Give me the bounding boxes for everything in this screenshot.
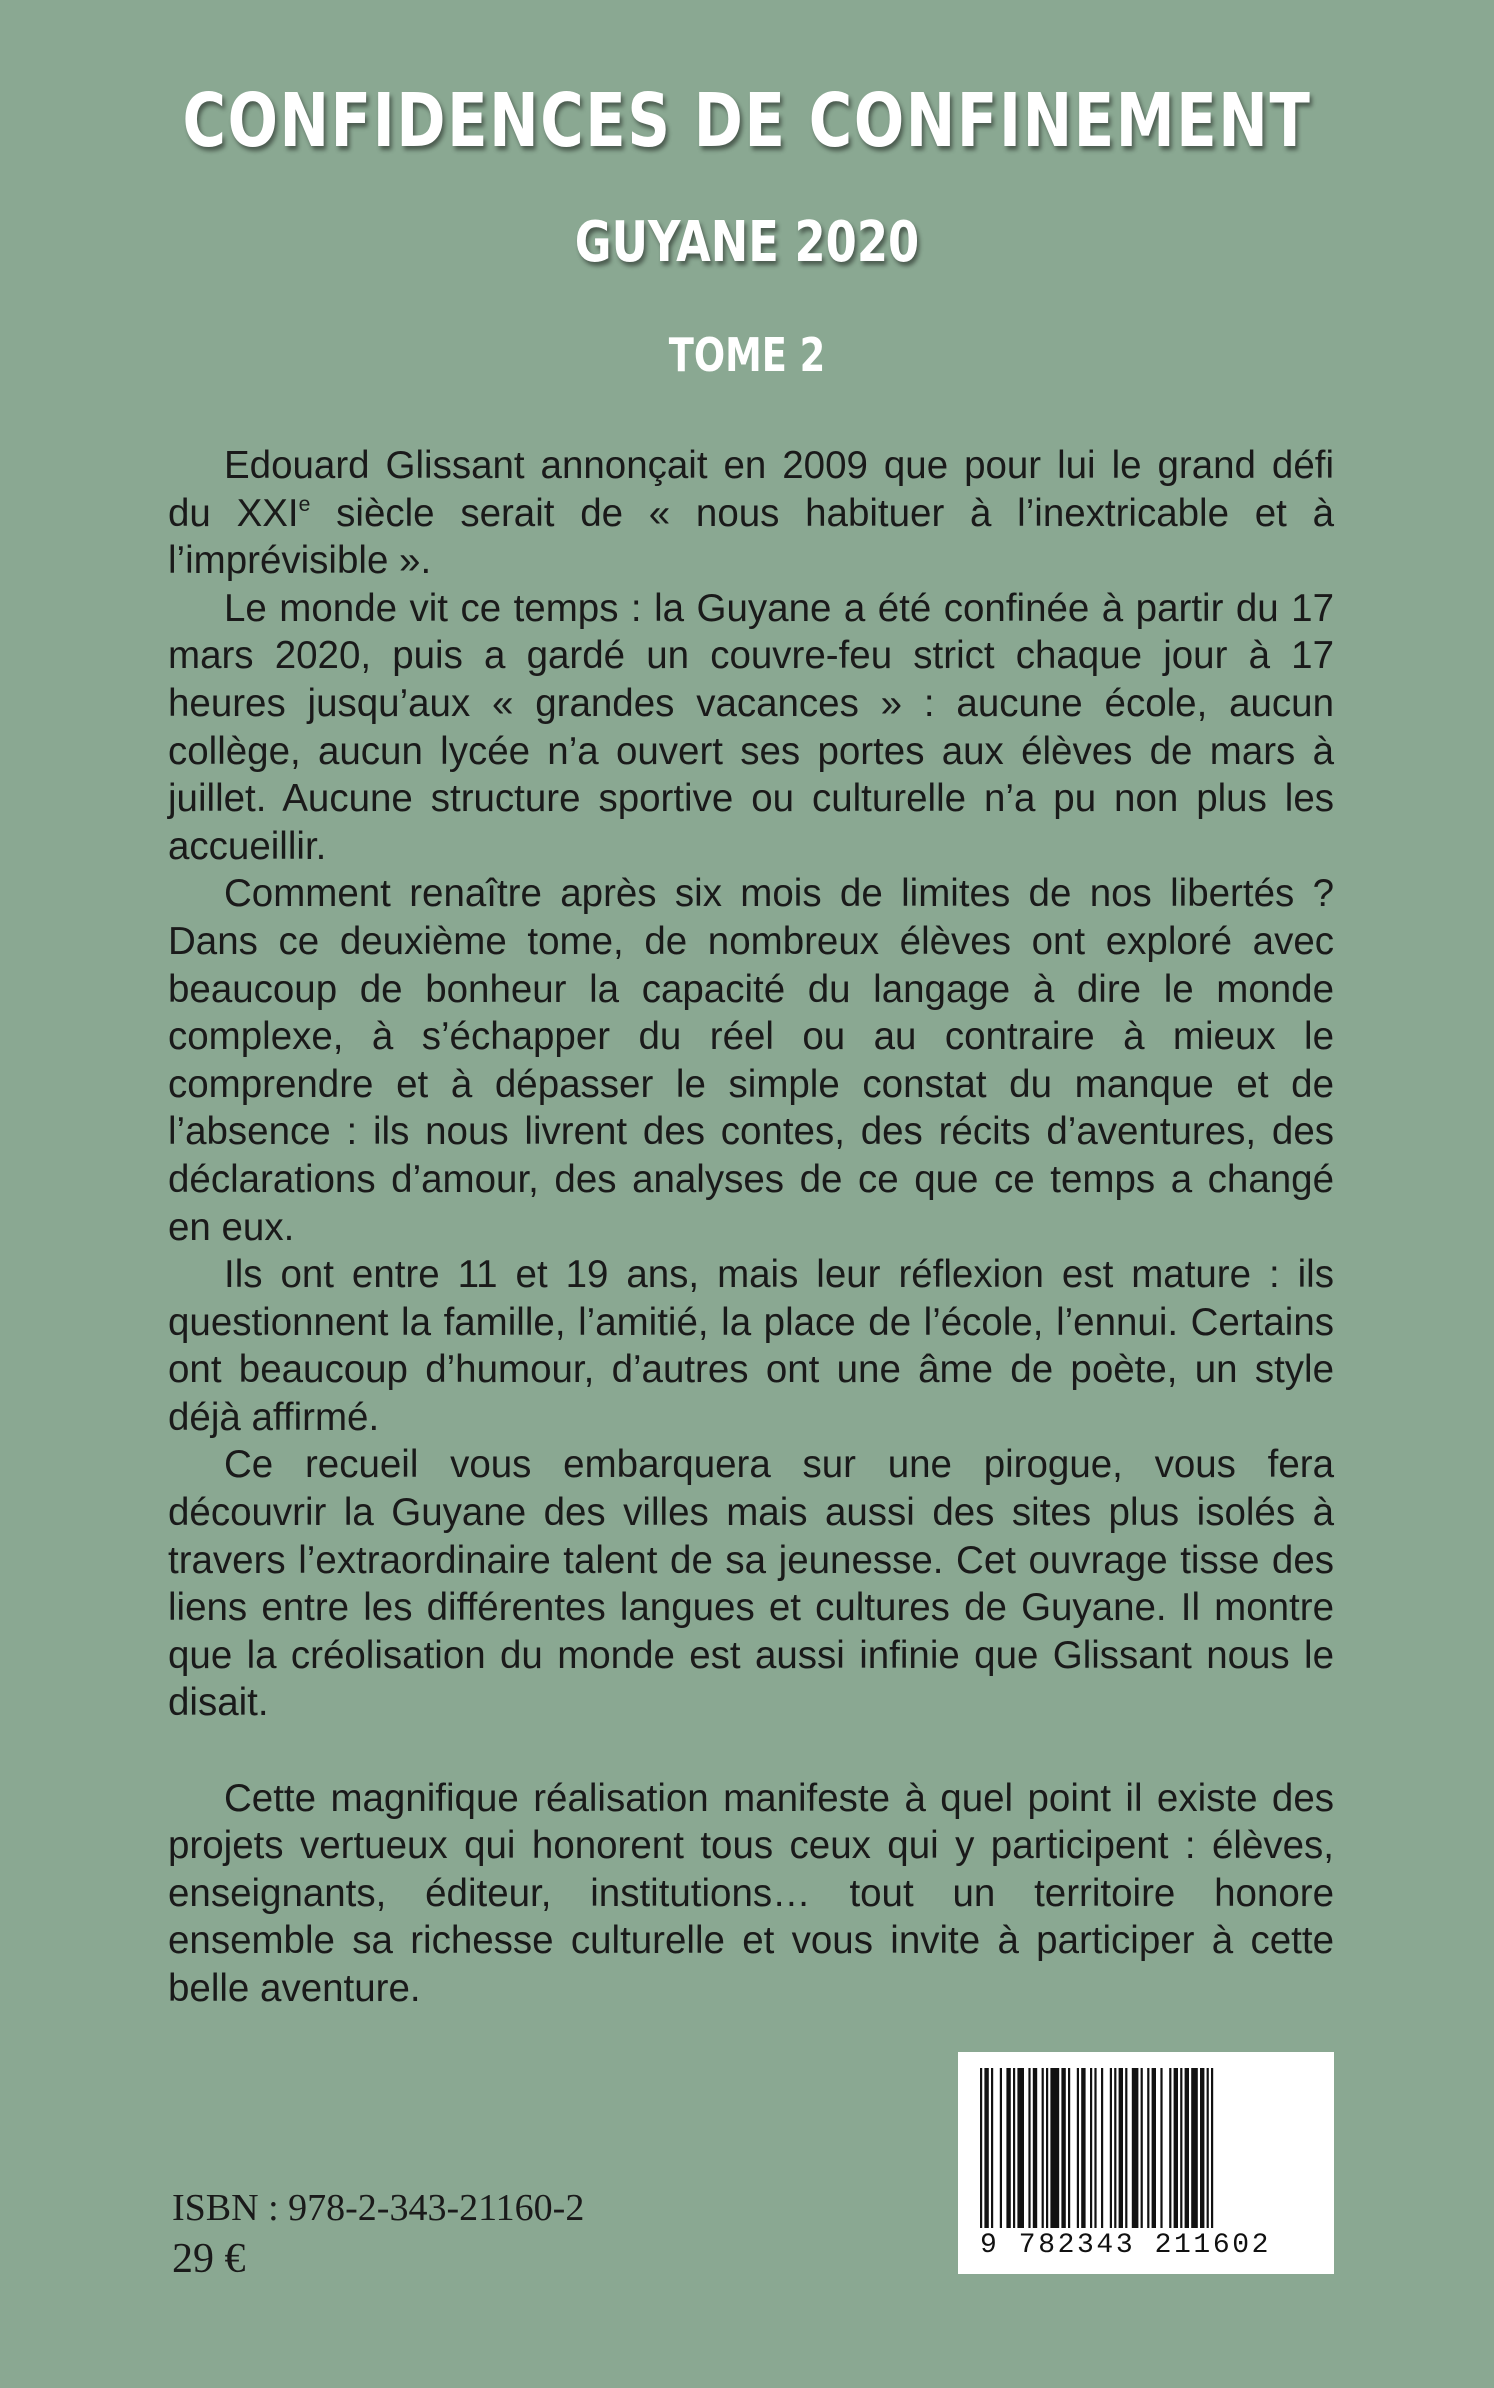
barcode-bar	[1050, 2068, 1059, 2228]
price: 29 €	[172, 2236, 246, 2282]
barcode	[958, 2052, 1334, 2274]
barcode-bar	[1101, 2068, 1103, 2228]
barcode-bar	[991, 2068, 993, 2228]
barcode-bar	[1132, 2068, 1139, 2228]
barcode-bar	[1061, 2068, 1065, 2228]
barcode-bar	[1180, 2068, 1182, 2228]
barcode-bar	[1028, 2068, 1030, 2228]
barcode-bar	[1042, 2068, 1044, 2228]
barcode-bar	[1094, 2068, 1096, 2228]
barcode-bar	[1147, 2068, 1149, 2228]
barcode-bar	[1160, 2068, 1162, 2228]
barcode-bar	[980, 2068, 982, 2228]
barcode-bar	[1200, 2068, 1204, 2228]
barcode-bar	[1006, 2068, 1010, 2228]
barcode-bar	[1191, 2068, 1198, 2228]
barcode-bar	[1013, 2068, 1015, 2228]
blurb-paragraph-3: Comment renaître après six mois de limites de nos libertés ? Dans ce deuxième tome, de nombreux élèves ont exploré avec beaucoup de bonheur la capacité du langage à dire le monde complexe, à s’échapper du réel ou au contraire à mieux le comprendre et à dépasser le simple constat du manque et de l’absence : ils nous livrent des contes, des récits d’aventures, des déclarations d’amour, des analyses de ce que ce temps a changé en eux.	[168, 872, 1334, 1249]
blurb-paragraph-2: Le monde vit ce temps : la Guyane a été confinée à partir du 17 mars 2020, puis a gardé un couvre-feu strict chaque jour à 17 heures jusqu’aux « grandes vacances » : aucune école, aucun collège, aucun lycée n’a ouvert ses portes aux élèves de mars à juillet. Aucune structure sportive ou culturelle n’a pu non plus les accueillir.	[168, 586, 1334, 868]
barcode-bar	[1110, 2068, 1112, 2228]
barcode-bar	[1211, 2068, 1213, 2228]
barcode-bar	[1114, 2068, 1116, 2228]
barcode-bar	[1081, 2068, 1085, 2228]
barcode-bar	[1000, 2068, 1002, 2228]
book-subtitle: GUYANE 2020	[574, 210, 920, 275]
barcode-bar	[1125, 2068, 1127, 2228]
blurb-paragraph-5: Ce recueil vous embarquera sur une pirogue, vous fera découvrir la Guyane des villes mais aussi des sites plus isolés à travers l’extraordinaire talent de sa jeunesse. Cet ouvrage tisse des liens entre les différentes langues et cultures de Guyane. Il montre que la créolisation du monde est aussi infinie que Glissant nous le disait.	[168, 1443, 1334, 1725]
barcode-bar	[1017, 2068, 1024, 2228]
barcode-digits: 9 782343 211602	[980, 2230, 1272, 2261]
barcode-bar	[984, 2068, 988, 2228]
isbn: ISBN : 978-2-343-21160-2	[172, 2187, 585, 2229]
barcode-bar	[1207, 2068, 1209, 2228]
barcode-bar	[1185, 2068, 1189, 2228]
barcode-bar	[1046, 2068, 1048, 2228]
blurb-paragraph-1: Edouard Glissant annonçait en 2009 que pour lui le grand défi du XXIe siècle serait de « nous habituer à l’inextricable et à l’imprévisible ».	[168, 444, 1335, 583]
barcode-bar	[1174, 2068, 1178, 2228]
back-cover-blurb	[168, 442, 1334, 2013]
barcode-bar	[1033, 2068, 1037, 2228]
barcode-bar	[1090, 2068, 1092, 2228]
barcode-bar	[1152, 2068, 1156, 2228]
barcode-bar	[1169, 2068, 1171, 2228]
book-title: CONFIDENCES DE CONFINEMENT	[182, 78, 1312, 164]
blurb-paragraph-4: Ils ont entre 11 et 19 ans, mais leur réflexion est mature : ils questionnent la famille, l’amitié, la place de l’école, l’ennui. Certains ont beaucoup d’humour, d’autres ont une âme de poète, un style déjà affirmé.	[168, 1253, 1334, 1439]
blurb-paragraph-6: Cette magnifique réalisation manifeste à quel point il existe des projets vertueux qui honorent tous ceux qui y participent : élèves, enseignants, éditeur, institutions… tout un territoire honore ensemble sa richesse culturelle et vous invite à participer à cette belle aventure.	[168, 1776, 1334, 2010]
barcode-bar	[1077, 2068, 1079, 2228]
barcode-bar	[1068, 2068, 1070, 2228]
volume-label: TOME 2	[668, 328, 826, 382]
barcode-bar	[1119, 2068, 1123, 2228]
barcode-bar	[1141, 2068, 1143, 2228]
